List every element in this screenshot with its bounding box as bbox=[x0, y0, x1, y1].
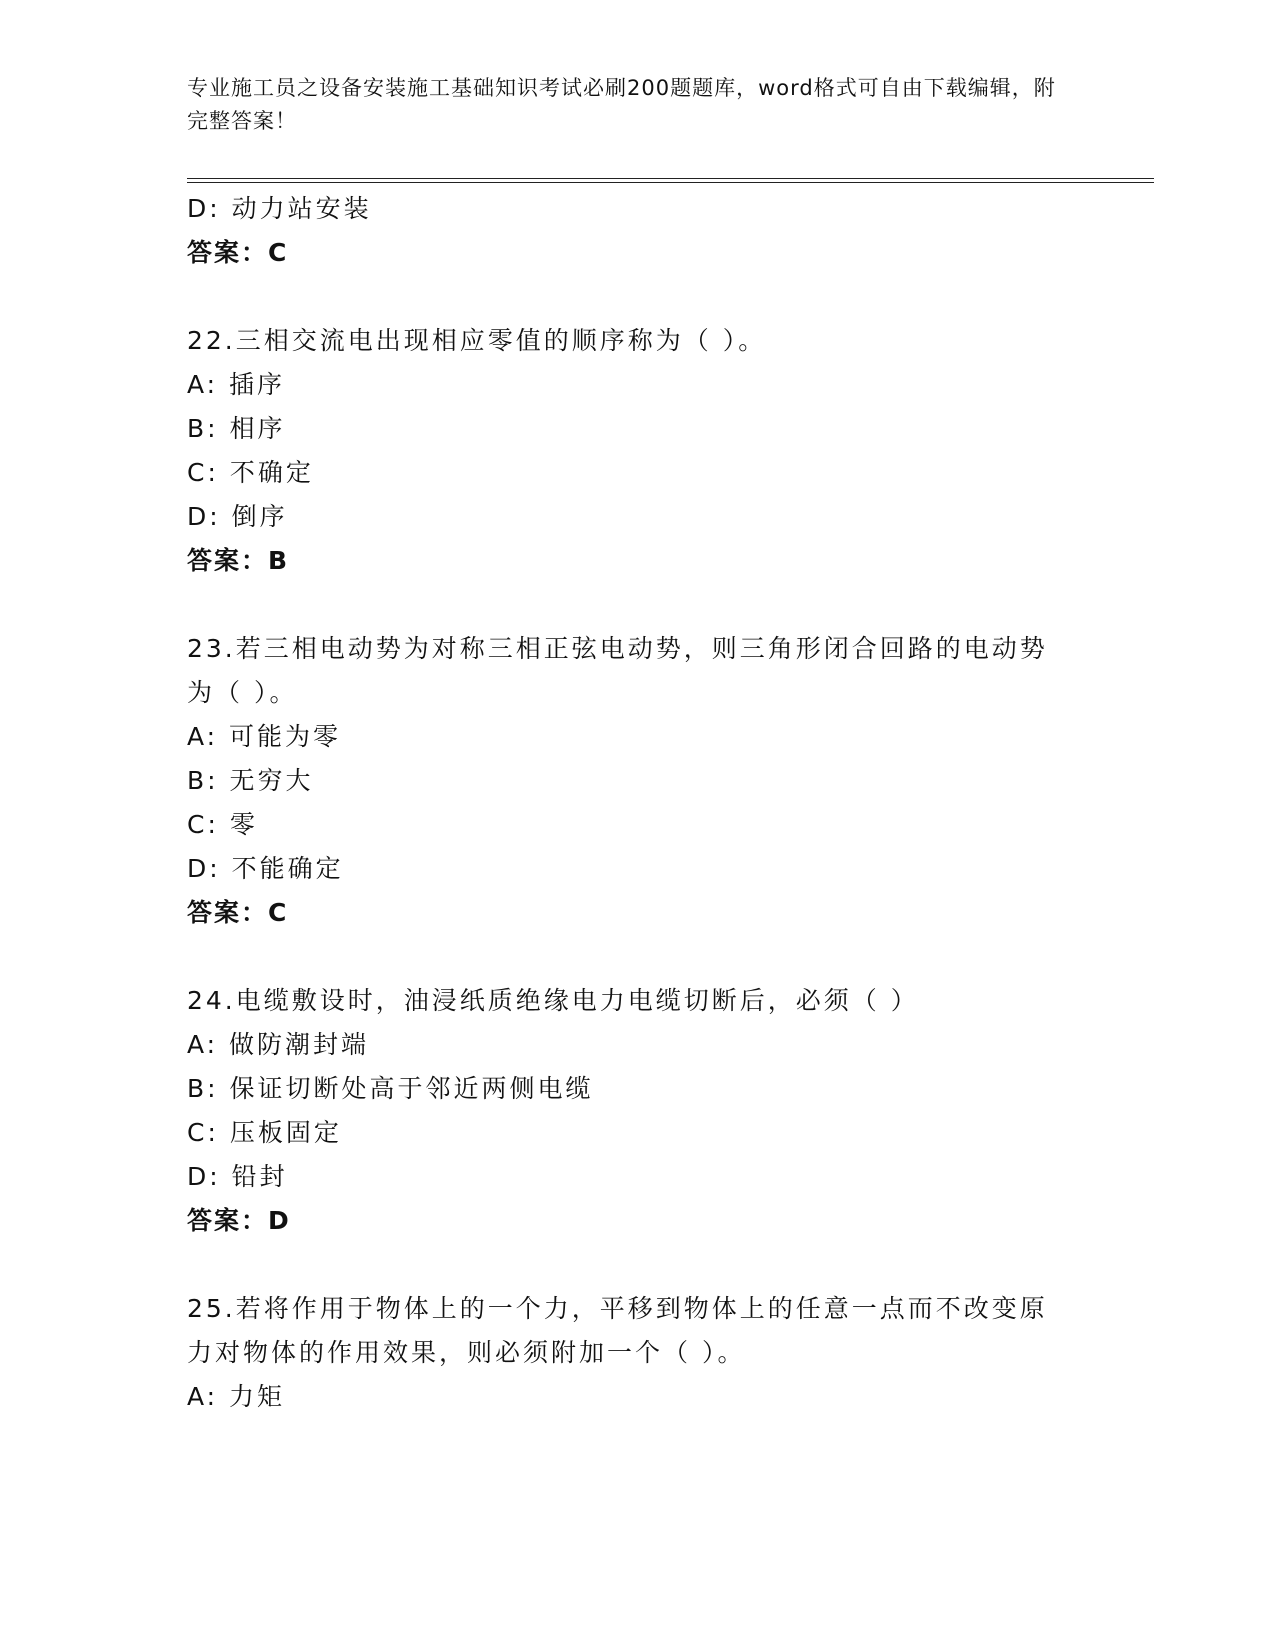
q23-stem-line-2: 为（ ）。 bbox=[187, 678, 298, 707]
header-divider-bottom bbox=[187, 182, 1154, 183]
q25-stem-line-2: 力对物体的作用效果，则必须附加一个（ ）。 bbox=[187, 1338, 746, 1367]
q23-stem-line-1: 23.若三相电动势为对称三相正弦电动势，则三角形闭合回路的电动势 bbox=[187, 634, 1048, 663]
header-divider-top bbox=[187, 178, 1154, 179]
q23-answer: 答案：C bbox=[187, 898, 289, 927]
prev-answer: 答案：C bbox=[187, 238, 289, 267]
q23-option-b: B: 无穷大 bbox=[187, 766, 314, 795]
q25-option-a: A: 力矩 bbox=[187, 1382, 286, 1411]
document-header: 专业施工员之设备安装施工基础知识考试必刷200题题库，word格式可自由下载编辑，附完整答案！ bbox=[187, 76, 1056, 133]
q24-option-d: D: 铅封 bbox=[187, 1162, 288, 1191]
q24-answer: 答案：D bbox=[187, 1206, 291, 1235]
q22-answer: 答案：B bbox=[187, 546, 290, 575]
q24-option-c: C: 压板固定 bbox=[187, 1118, 342, 1147]
q22-option-d: D: 倒序 bbox=[187, 502, 288, 531]
q22-option-c: C: 不确定 bbox=[187, 458, 314, 487]
q24-stem: 24.电缆敷设时，油浸纸质绝缘电力电缆切断后，必须（ ） bbox=[187, 986, 919, 1015]
prev-option-d: D: 动力站安装 bbox=[187, 194, 372, 223]
q23-option-c: C: 零 bbox=[187, 810, 258, 839]
q22-option-b: B: 相序 bbox=[187, 414, 286, 443]
q23-option-a: A: 可能为零 bbox=[187, 722, 342, 751]
q24-option-b: B: 保证切断处高于邻近两侧电缆 bbox=[187, 1074, 594, 1103]
q25-stem-line-1: 25.若将作用于物体上的一个力，平移到物体上的任意一点而不改变原 bbox=[187, 1294, 1048, 1323]
q24-option-a: A: 做防潮封端 bbox=[187, 1030, 370, 1059]
q22-stem: 22.三相交流电出现相应零值的顺序称为（ ）。 bbox=[187, 326, 767, 355]
q22-option-a: A: 插序 bbox=[187, 370, 286, 399]
q23-option-d: D: 不能确定 bbox=[187, 854, 344, 883]
